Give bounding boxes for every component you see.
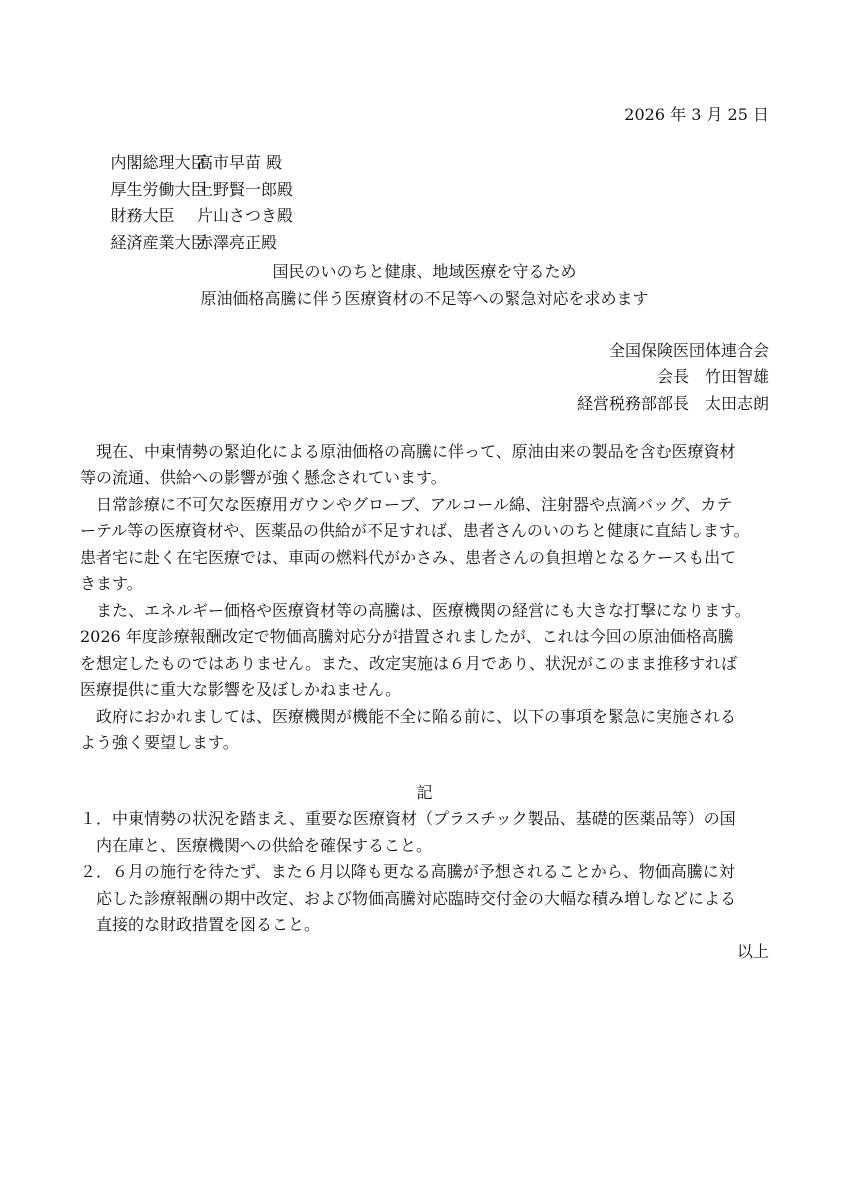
- body-line: きます。: [80, 574, 143, 593]
- sender-organization: 全国保険医団体連合会: [608, 341, 769, 360]
- item-line: 直接的な財政措置を図ること。: [80, 915, 321, 934]
- item-line: ２．６月の施行を待たず、また６月以降も更なる高騰が予想されることから、物価高騰に対: [80, 862, 735, 881]
- addressee-role: 財務大臣: [110, 206, 175, 225]
- addressee-name: 上野賢一郎殿: [197, 180, 294, 199]
- item-line: 内在庫と、医療機関への供給を確保すること。: [80, 836, 433, 855]
- body-line: 政府におかれましては、医療機関が機能不全に陥る前に、以下の事項を緊急に実施される: [80, 707, 737, 726]
- title-line: 原油価格高騰に伴う医療資材の不足等への緊急対応を求めます: [200, 289, 649, 308]
- body-line: 等の流通、供給への影響が強く懸念されています。: [80, 468, 447, 487]
- body-line: 現在、中東情勢の緊迫化による原油価格の高騰に伴って、原油由来の製品を含む医療資材: [80, 442, 736, 461]
- body-line: よう強く要望します。: [80, 733, 239, 752]
- body-line: 医療提供に重大な影響を及ぼしかねません。: [80, 680, 401, 699]
- document-date: 2026 年 3 月 25 日: [624, 105, 769, 124]
- body-line: また、エネルギー価格や医療資材等の高騰は、医療機関の経営にも大きな打撃になります。: [80, 601, 751, 620]
- body-line: 2026 年度診療報酬改定で物価高騰対応分が措置されましたが、これは今回の原油価格高騰: [80, 627, 734, 646]
- sender-president: 会長 竹田智雄: [656, 367, 769, 386]
- item-line: 応した診療報酬の期中改定、および物価高騰対応臨時交付金の大幅な積み増しなどによる: [80, 889, 737, 908]
- body-line: 日常診療に不可欠な医療用ガウンやグローブ、アルコール綿、注射器や点滴バッグ、カテ: [80, 495, 733, 514]
- addressee-role: 厚生労働大臣: [110, 180, 207, 199]
- body-line: ーテル等の医療資材や、医薬品の供給が不足すれば、患者さんのいのちと健康に直結します。: [80, 521, 750, 540]
- addressee-name: 赤澤亮正殿: [197, 233, 278, 252]
- ki-heading: 記: [416, 783, 433, 802]
- title-line: 国民のいのちと健康、地域医療を守るため: [272, 262, 577, 281]
- addressee-role: 経済産業大臣: [110, 233, 207, 252]
- body-line: を想定したものではありません。また、改定実施は６月であり、状況がこのまま推移すれば: [80, 654, 737, 673]
- body-line: 患者宅に赴く在宅医療では、車両の燃料代がかさみ、患者さんの負担増となるケースも出て: [80, 548, 737, 567]
- item-line: １．中東情勢の状況を踏まえ、重要な医療資材（プラスチック製品、基礎的医薬品等）の国: [80, 809, 736, 828]
- addressee-name: 片山さつき殿: [197, 206, 294, 225]
- addressee-role: 内閣総理大臣: [110, 153, 207, 172]
- closing-text: 以上: [736, 942, 769, 961]
- sender-director: 経営税務部部長 太田志朗: [576, 394, 769, 413]
- addressee-name: 高市早苗 殿: [197, 153, 283, 172]
